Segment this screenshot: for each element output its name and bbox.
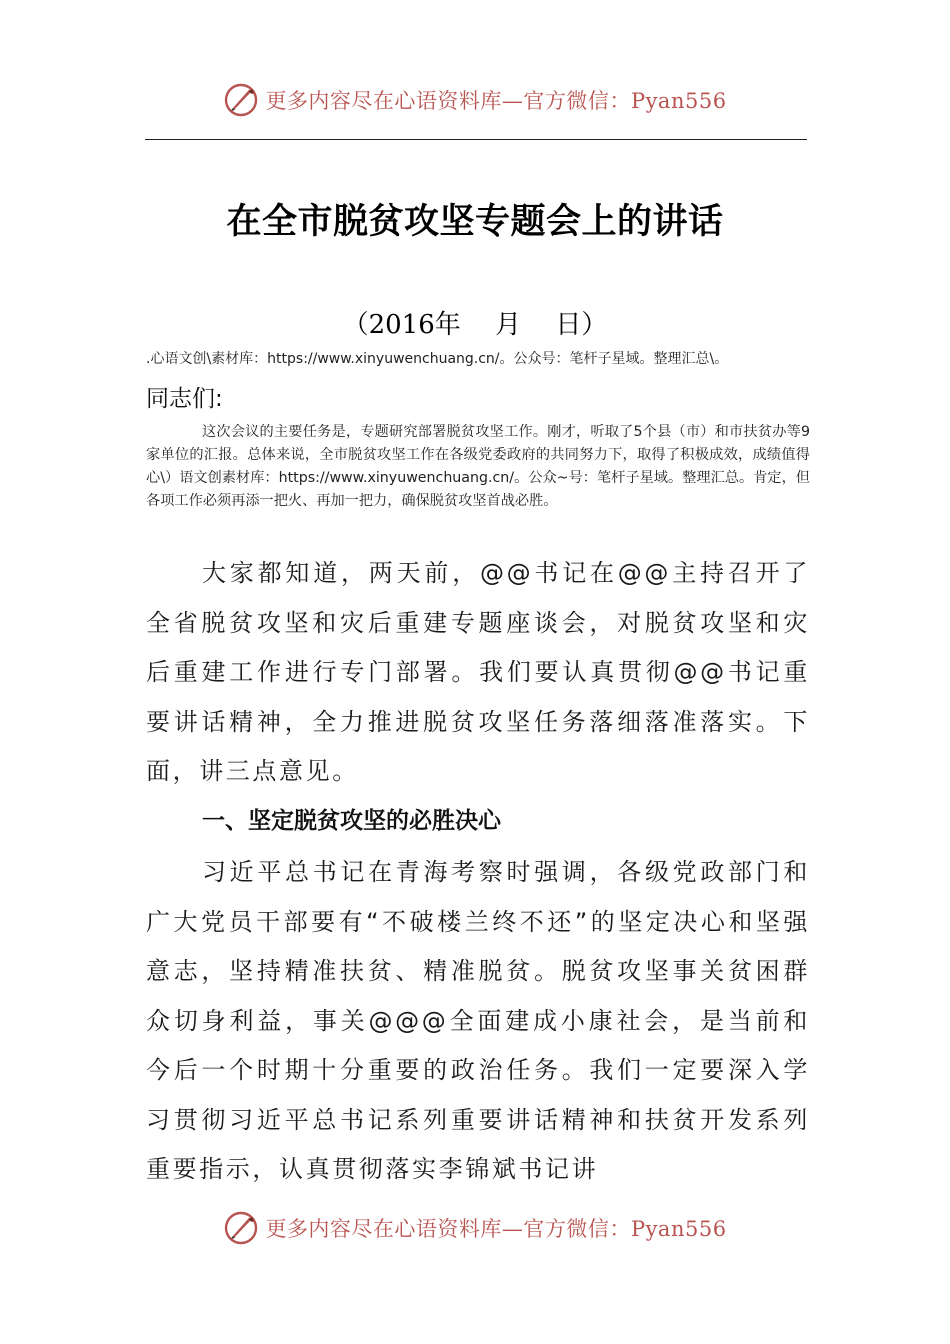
quill-logo-icon — [223, 82, 259, 118]
header-divider — [145, 139, 807, 140]
banner-text: 更多内容尽在心语资料库—官方微信：Pyan556 — [265, 89, 727, 113]
wechat-id: Pyan556 — [630, 89, 727, 113]
paragraph-1: 大家都知道，两天前，@@书记在@@主持召开了全省脱贫攻坚和灾后重建专题座谈会，对脱贫攻坚和灾后重建工作进行专门部署。我们要认真贯彻@@书记重要讲话精神，全力推进脱贫攻坚任务落细落准落实。下面，讲三点意见。 — [146, 559, 810, 785]
source-note: .心语文创\素材库：https://www.xinyuwenchuang.cn/。公众号：笔杆子星域。整理汇总\。 — [146, 351, 729, 367]
section-heading-1: 一、坚定脱贫攻坚的必胜决心 — [202, 808, 501, 834]
intro-paragraph: 这次会议的主要任务是，专题研究部署脱贫攻坚工作。刚才，听取了5个县（市）和市扶贫办等9家单位的汇报。总体来说，全市脱贫攻坚工作在各级党委政府的共同努力下，取得了积极成效，成绩值得心\）语文创素材库：https://www.xinyuwenchuang.cn/。公众~号：笔杆子星域。整理汇总。肯定，但各项工作必须再添一把火、再加一把力，确保脱贫攻坚首战必胜。 — [146, 424, 810, 509]
header-banner — [0, 78, 950, 122]
document-title: 在全市脱贫攻坚专题会上的讲话 — [226, 201, 724, 242]
wechat-id: Pyan556 — [630, 1217, 727, 1241]
quill-logo-icon — [223, 1210, 259, 1246]
footer-banner — [0, 1206, 950, 1250]
paragraph-2: 习近平总书记在青海考察时强调，各级党政部门和广大党员干部要有“不破楼兰终不还”的坚定决心和坚强意志，坚持精准扶贫、精准脱贫。脱贫攻坚事关贫困群众切身利益，事关@@@全面建成小康社会，是当前和今后一个时期十分重要的政治任务。我们一定要深入学习贯彻习近平总书记系列重要讲话精神和扶贫开发系列重要指示，认真贯彻落实李锦斌书记讲 — [146, 858, 810, 1183]
document-date: （2016年 月 日） — [342, 310, 608, 340]
greeting: 同志们: — [146, 386, 223, 412]
banner-text: 更多内容尽在心语资料库—官方微信：Pyan556 — [265, 1217, 727, 1241]
